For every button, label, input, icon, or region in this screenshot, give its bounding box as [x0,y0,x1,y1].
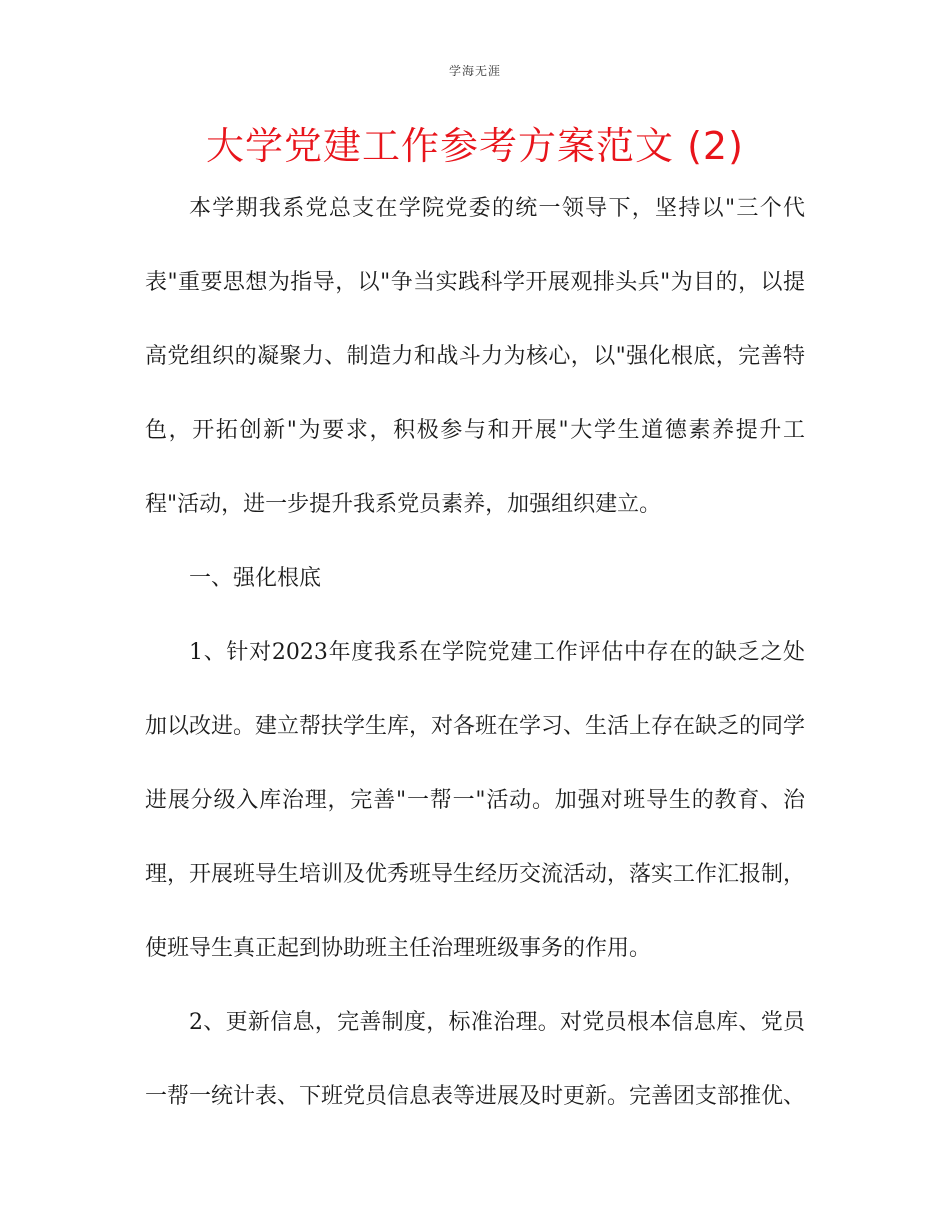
paragraph-intro: 本学期我系党总支在学院党委的统一领导下，坚持以"三个代表"重要思想为指导，以"争当实践科学开展观排头兵"为目的，以提高党组织的凝聚力、制造力和战斗力为核心，以"强化根底，完善特色，开拓创新"为要求，积极参与和开展"大学生道德素养提升工程"活动，进一步提升我系党员素养，加强组织建立。 [145,196,805,517]
page-header: 学海无涯 [448,64,501,78]
document-body [145,172,805,1134]
paragraph-item-2: 2、更新信息，完善制度，标准治理。对党员根本信息库、党员一帮一统计表、下班党员信息表等进展及时更新。完善团支部推优、 [145,1010,806,1109]
document-title: 大学党建工作参考方案范文 (2) [206,124,744,168]
section-heading: 一、强化根底 [189,566,322,591]
paragraph-item-1: 1、针对2023年度我系在学院党建工作评估中存在的缺乏之处加以改进。建立帮扶学生库，对各班在学习、生活上存在缺乏的同学进展分级入库治理，完善"一帮一"活动。加强对班导生的教育、治理，开展班导生培训及优秀班导生经历交流活动，落实工作汇报制，使班导生真正起到协助班主任治理班级事务的作用。 [145,640,806,961]
